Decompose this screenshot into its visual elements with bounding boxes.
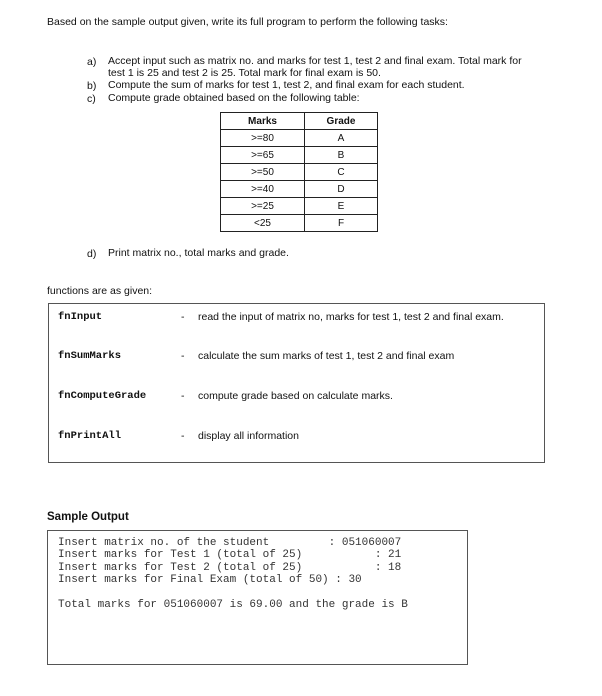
grade-cell: E: [305, 198, 378, 215]
task-line: test 1 is 25 and test 2 is 25. Total mark for final exam is 50.: [108, 66, 381, 79]
grade-cell: C: [305, 164, 378, 181]
grade-cell: F: [305, 215, 378, 232]
function-name: fnSumMarks: [58, 350, 122, 362]
output-line: Total marks for 051060007 is 69.00 and the grade is B: [58, 599, 408, 612]
grade-cell: D: [305, 181, 378, 198]
sample-output-box: [47, 530, 468, 665]
task-label: c): [87, 93, 96, 105]
table-header-row: [221, 113, 378, 130]
task-line: Accept input such as matrix no. and marks for test 1, test 2 and final exam. Total mark for: [108, 55, 522, 67]
function-desc: display all information: [198, 430, 299, 442]
task-text: Compute the sum of marks for test 1, test 2, and final exam for each student.: [108, 79, 465, 91]
marks-cell: >=65: [221, 147, 305, 164]
marks-cell: >=80: [221, 130, 305, 147]
grade-table: [220, 112, 378, 232]
grade-cell: A: [305, 130, 378, 147]
table-row: [221, 164, 378, 181]
functions-heading: functions are as given:: [47, 285, 153, 297]
task-label: d): [87, 248, 97, 260]
dash: -: [181, 430, 185, 442]
output-line: Insert matrix no. of the student : 051060007: [58, 537, 402, 549]
header-grade: Grade: [305, 113, 378, 130]
table-row: [221, 130, 378, 147]
marks-cell: <25: [221, 215, 305, 232]
task-label: b): [87, 80, 97, 92]
task-text: Compute grade obtained based on the following table:: [108, 92, 360, 104]
intro-text: Based on the sample output given, write its full program to perform the following tasks:: [47, 16, 448, 28]
output-line: Insert marks for Test 2 (total of 25) : 18: [58, 561, 402, 574]
dash: -: [181, 311, 185, 323]
task-label: a): [87, 56, 97, 68]
table-row: [221, 198, 378, 215]
marks-cell: >=40: [221, 181, 305, 198]
function-desc: calculate the sum marks of test 1, test 2 and final exam: [198, 350, 455, 362]
grade-cell: B: [305, 147, 378, 164]
table-row: [221, 147, 378, 164]
table-row: [221, 215, 378, 232]
function-desc: compute grade based on calculate marks.: [198, 390, 393, 402]
dash: -: [181, 350, 185, 362]
marks-cell: >=50: [221, 164, 305, 181]
sample-output-heading: Sample Output: [47, 511, 129, 523]
function-name: fnComputeGrade: [58, 390, 147, 402]
function-desc: read the input of matrix no, marks for test 1, test 2 and final exam.: [198, 311, 504, 323]
marks-cell: >=25: [221, 198, 305, 215]
function-name: fnInput: [58, 311, 103, 323]
output-line: Insert marks for Final Exam (total of 50) : 30: [58, 574, 362, 587]
task-text: [108, 56, 522, 79]
function-name: fnPrintAll: [58, 430, 122, 442]
sample-output-text: [58, 537, 408, 611]
output-line: Insert marks for Test 1 (total of 25) : 21: [58, 549, 402, 562]
table-row: [221, 181, 378, 198]
functions-box: [48, 303, 545, 463]
dash: -: [181, 390, 185, 402]
task-text: Print matrix no., total marks and grade.: [108, 247, 289, 259]
header-marks: Marks: [221, 113, 305, 130]
